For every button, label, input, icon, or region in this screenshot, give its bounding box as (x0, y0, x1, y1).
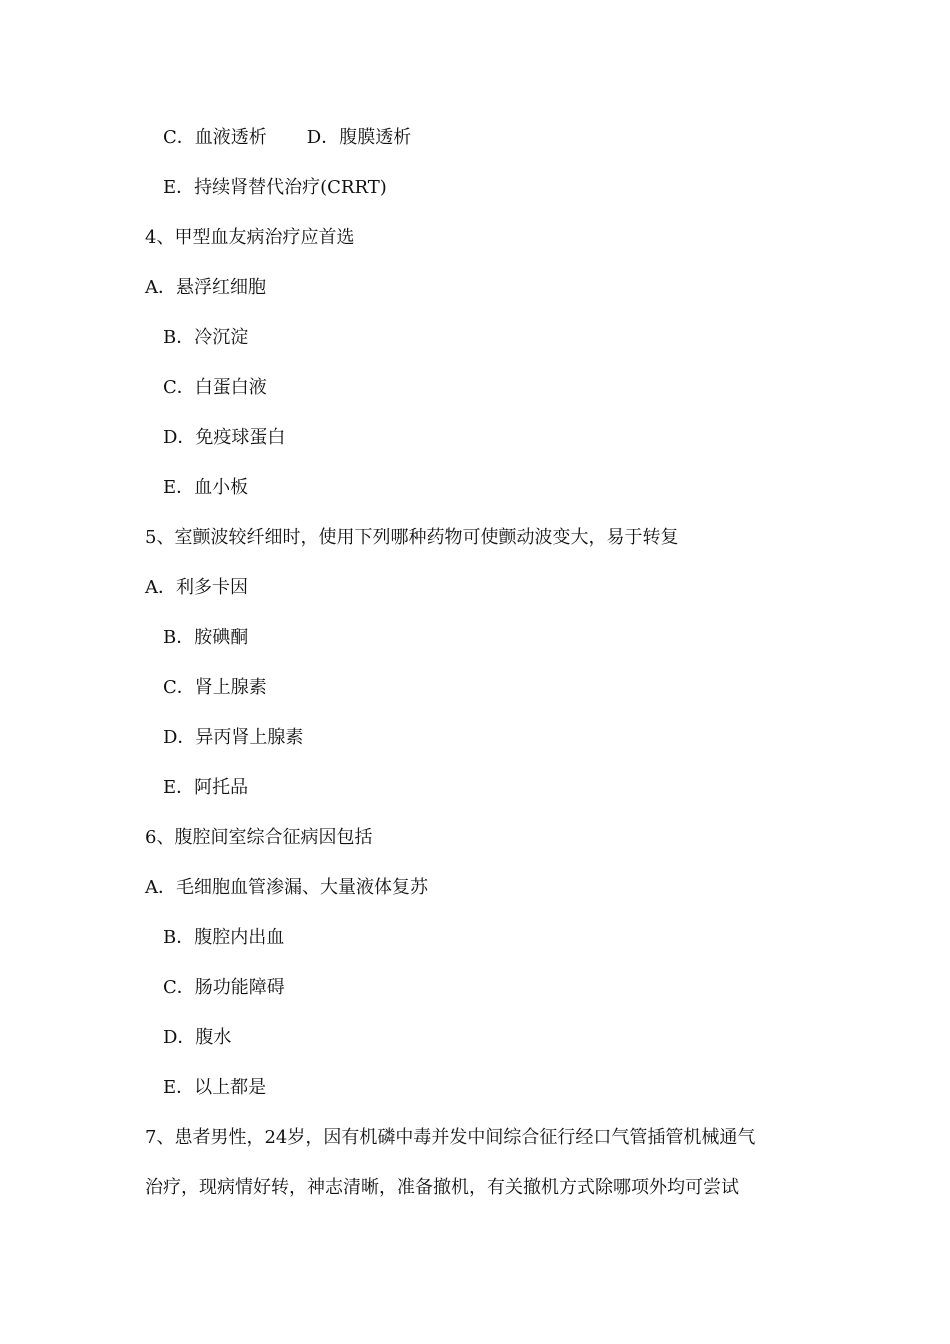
q5-option-b: B．胺碘酮 (163, 627, 249, 648)
q5-option-c: C．肾上腺素 (163, 677, 267, 698)
q6-option-c: C．肠功能障碍 (163, 977, 285, 998)
q3-options-cd (163, 124, 411, 152)
q5-option-e: E．阿托品 (163, 777, 249, 798)
q6-option-e: E．以上都是 (163, 1077, 267, 1098)
q4-option-e: E．血小板 (163, 477, 249, 498)
q7-question-line2: 治疗，现病情好转，神志清晰，准备撤机，有关撤机方式除哪项外均可尝试 (145, 1177, 739, 1198)
q6-option-d: D．腹水 (163, 1027, 232, 1048)
q4-option-c: C．白蛋白液 (163, 377, 267, 398)
q4-question: 4、甲型血友病治疗应首选 (145, 227, 355, 248)
q4-option-d: D．免疫球蛋白 (163, 427, 286, 448)
q4-option-b: B．冷沉淀 (163, 327, 249, 348)
q6-option-a: A．毛细胞血管渗漏、大量液体复苏 (145, 877, 428, 898)
q6-option-b: B．腹腔内出血 (163, 927, 285, 948)
q4-option-a: A．悬浮红细胞 (145, 277, 266, 298)
q3-option-d: D．腹膜透析 (306, 127, 412, 148)
q5-option-d: D．异丙肾上腺素 (163, 727, 304, 748)
q7-question-line1: 7、患者男性，24岁，因有机磷中毒并发中间综合征行经口气管插管机械通气 (145, 1127, 756, 1148)
q5-question: 5、室颤波较纤细时，使用下列哪种药物可使颤动波变大，易于转复 (145, 527, 679, 548)
q5-option-a: A．利多卡因 (145, 577, 248, 598)
q6-question: 6、腹腔间室综合征病因包括 (145, 827, 373, 848)
q3-option-e: E．持续肾替代治疗(CRRT) (163, 177, 387, 198)
q3-option-c: C．血液透析 (163, 127, 267, 148)
